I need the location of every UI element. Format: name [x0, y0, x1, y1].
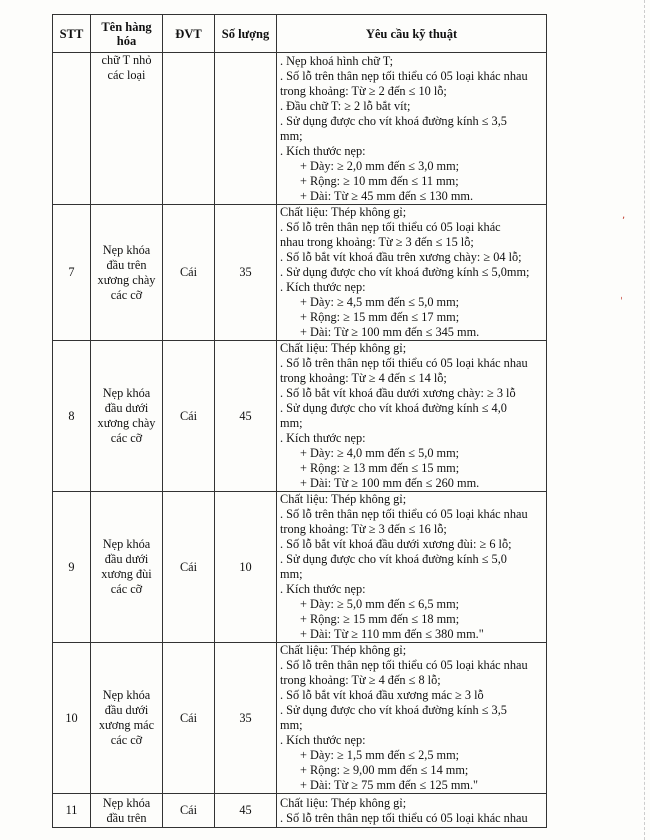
spec-line: . Số lỗ trên thân nẹp tối thiểu có 05 loại khác nhau [280, 658, 528, 672]
spec-line: . Kích thước nẹp: [280, 431, 366, 445]
spec-line: Chất liệu: Thép không gỉ; [280, 795, 407, 810]
cell-spec [277, 643, 547, 794]
cell-unit: Cái [163, 643, 215, 794]
spec-line: . Số lỗ trên thân nẹp tối thiểu có 05 loại khác nhau [280, 507, 528, 521]
header-row [53, 15, 547, 53]
cell-spec [277, 53, 547, 205]
header-spec: Yêu cầu kỹ thuật [277, 15, 547, 53]
cell-name: Nẹp khóa đầu dưới xương mác các cỡ [91, 643, 163, 794]
scan-edge [644, 0, 645, 840]
spec-line: . Số lỗ bắt vít khoá đầu dưới xương đùi: ≥ 6 lỗ; [280, 537, 512, 551]
spec-line: + Dài: Từ ≥ 75 mm đến ≤ 125 mm." [300, 778, 479, 792]
spec-line: . Kích thước nẹp: [280, 280, 366, 294]
spec-line: + Rộng: ≥ 15 mm đến ≤ 17 mm; [300, 310, 460, 324]
spec-line: + Rộng: ≥ 9,00 mm đến ≤ 14 mm; [300, 763, 469, 777]
cell-qty: 45 [215, 794, 277, 828]
cell-unit: Cái [163, 492, 215, 643]
spec-line: + Dày: ≥ 5,0 mm đến ≤ 6,5 mm; [300, 597, 460, 611]
spec-line: mm; [280, 128, 303, 143]
spec-line: + Dày: ≥ 2,0 mm đến ≤ 3,0 mm; [300, 158, 460, 173]
spec-line: nhau trong khoảng: Từ ≥ 3 đến ≤ 15 lỗ; [280, 235, 474, 249]
spec-line: . Sử dụng được cho vít khoá đường kính ≤ 4,0 [280, 401, 507, 415]
cell-stt: 10 [53, 643, 91, 794]
spec-line: . Số lỗ trên thân nẹp tối thiểu có 05 loại khác [280, 220, 501, 234]
table-row [53, 341, 547, 492]
header-name: Tên hàng hóa [91, 15, 163, 53]
spec-line: + Dài: Từ ≥ 110 mm đến ≤ 380 mm." [300, 627, 484, 641]
cell-stt: 11 [53, 794, 91, 828]
spec-line: . Số lỗ trên thân nẹp tối thiểu có 05 loại khác nhau [280, 810, 528, 825]
table-row [53, 794, 547, 828]
spec-line: + Dài: Từ ≥ 100 mm đến ≤ 345 mm. [300, 325, 480, 339]
spec-line: trong khoảng: Từ ≥ 4 đến ≤ 14 lỗ; [280, 371, 447, 385]
spec-line: + Dài: Từ ≥ 100 mm đến ≤ 260 mm. [300, 476, 480, 490]
spec-line: Chất liệu: Thép không gỉ; [280, 341, 407, 355]
cell-qty [215, 53, 277, 205]
table-row [53, 643, 547, 794]
spec-line: . Sử dụng được cho vít khoá đường kính ≤ 3,5 [280, 113, 507, 128]
cell-name: Nẹp khóa đầu dưới xương đùi các cỡ [91, 492, 163, 643]
spec-line: . Số lỗ bắt vít khoá đầu trên xương chày: ≥ 04 lỗ; [280, 250, 522, 264]
cell-stt [53, 53, 91, 205]
spec-line: . Kích thước nẹp: [280, 582, 366, 596]
spec-line: trong khoảng: Từ ≥ 4 đến ≤ 8 lỗ; [280, 673, 441, 687]
spec-line: . Sử dụng được cho vít khoá đường kính ≤ 5,0 [280, 552, 507, 566]
table-row [53, 53, 547, 205]
cell-name: Nẹp khóa đầu dưới xương chày các cỡ [91, 341, 163, 492]
spec-line: + Dài: Từ ≥ 45 mm đến ≤ 130 mm. [300, 188, 474, 203]
spec-line: + Rộng: ≥ 10 mm đến ≤ 11 mm; [300, 173, 459, 188]
spec-line: + Rộng: ≥ 15 mm đến ≤ 18 mm; [300, 612, 460, 626]
header-qty: Số lượng [215, 15, 277, 53]
cell-unit: Cái [163, 205, 215, 341]
cell-unit [163, 53, 215, 205]
margin-mark: ˌ [620, 290, 623, 301]
spec-line: mm; [280, 416, 303, 430]
spec-line: . Số lỗ trên thân nẹp tối thiểu có 05 loại khác nhau [280, 356, 528, 370]
header-stt: STT [53, 15, 91, 53]
table-row [53, 492, 547, 643]
margin-mark: , [622, 210, 626, 221]
spec-line: . Số lỗ bắt vít khoá đầu dưới xương chày: ≥ 3 lỗ [280, 386, 516, 400]
cell-qty: 10 [215, 492, 277, 643]
cell-spec [277, 205, 547, 341]
spec-line: . Số lỗ trên thân nẹp tối thiểu có 05 loại khác nhau [280, 68, 528, 83]
spec-line: trong khoảng: Từ ≥ 3 đến ≤ 16 lỗ; [280, 522, 447, 536]
spec-line: . Kích thước nẹp: [280, 733, 366, 747]
spec-line: trong khoảng: Từ ≥ 2 đến ≤ 10 lỗ; [280, 83, 447, 98]
cell-unit: Cái [163, 794, 215, 828]
cell-stt: 8 [53, 341, 91, 492]
cell-qty: 35 [215, 643, 277, 794]
spec-line: . Kích thước nẹp: [280, 143, 366, 158]
spec-line: Chất liệu: Thép không gỉ; [280, 205, 407, 219]
spec-line: + Dày: ≥ 1,5 mm đến ≤ 2,5 mm; [300, 748, 460, 762]
spec-line: mm; [280, 718, 303, 732]
cell-name: Nẹp khóa đầu trên xương chày các cỡ [91, 205, 163, 341]
cell-unit: Cái [163, 341, 215, 492]
spec-line: + Dày: ≥ 4,5 mm đến ≤ 5,0 mm; [300, 295, 460, 309]
spec-line: . Nẹp khoá hình chữ T; [280, 53, 393, 68]
cell-name: Nẹp khóa đầu trên [91, 794, 163, 828]
spec-line: mm; [280, 567, 303, 581]
cell-spec [277, 492, 547, 643]
table-row [53, 205, 547, 341]
spec-line: + Rộng: ≥ 13 mm đến ≤ 15 mm; [300, 461, 460, 475]
cell-stt: 9 [53, 492, 91, 643]
cell-spec [277, 794, 547, 828]
spec-line: Chất liệu: Thép không gỉ; [280, 643, 407, 657]
cell-qty: 35 [215, 205, 277, 341]
cell-name: chữ T nhỏ các loại [91, 53, 163, 205]
spec-line: Chất liệu: Thép không gỉ; [280, 492, 407, 506]
cell-stt: 7 [53, 205, 91, 341]
spec-line: . Sử dụng được cho vít khoá đường kính ≤ 5,0mm; [280, 265, 530, 279]
spec-line: . Số lỗ bắt vít khoá đầu xương mác ≥ 3 lỗ [280, 688, 484, 702]
spec-line: + Dày: ≥ 4,0 mm đến ≤ 5,0 mm; [300, 446, 460, 460]
spec-table [52, 14, 547, 828]
header-unit: ĐVT [163, 15, 215, 53]
spec-line: . Sử dụng được cho vít khoá đường kính ≤ 3,5 [280, 703, 507, 717]
cell-qty: 45 [215, 341, 277, 492]
cell-spec [277, 341, 547, 492]
spec-line: . Đầu chữ T: ≥ 2 lỗ bắt vít; [280, 98, 411, 113]
